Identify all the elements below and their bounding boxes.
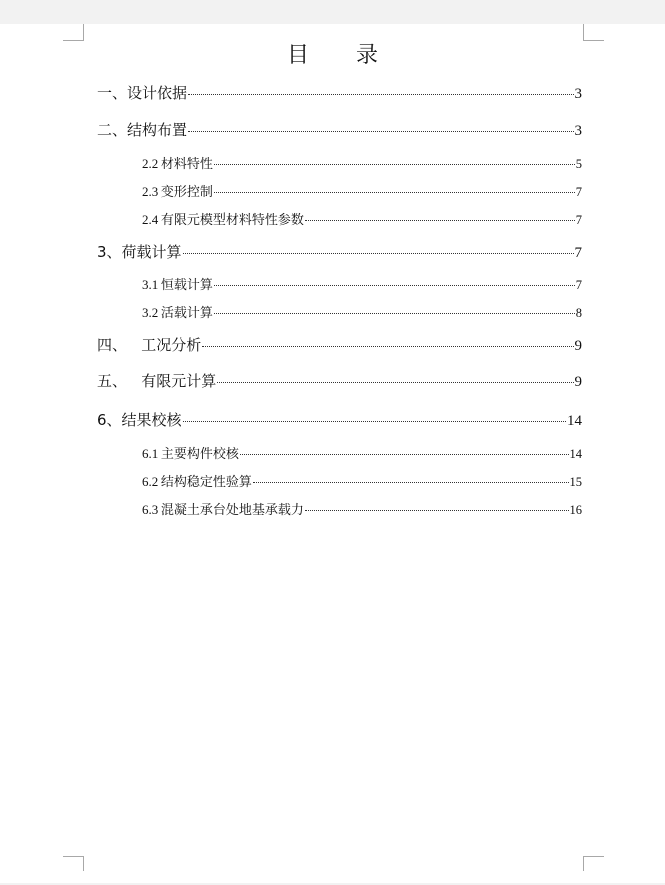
toc-entry[interactable] [97, 82, 582, 103]
toc-subentry[interactable] [142, 499, 582, 518]
toc-entry-label [142, 471, 252, 490]
toc-entry-label [142, 443, 239, 462]
toc-entry-label [142, 274, 213, 293]
toc-dot-leader [253, 482, 569, 483]
toc-page-number: 16 [569, 503, 582, 517]
toc-title: 目 录 [287, 43, 398, 68]
toc-section-number: 6.3 [142, 502, 159, 517]
toc-subentry[interactable] [142, 443, 582, 462]
toc-entry[interactable] [97, 409, 582, 430]
toc-dot-leader [183, 421, 566, 422]
toc-section-title: 有限元模型材料特性参数 [160, 213, 304, 228]
toc-page-number: 15 [569, 475, 582, 489]
toc-dot-leader [240, 454, 569, 455]
toc-entry-label [142, 181, 213, 200]
toc-page-number: 5 [575, 157, 582, 171]
toc-subentry[interactable] [142, 302, 582, 321]
toc-entry[interactable] [97, 370, 582, 391]
toc-page-number: 14 [569, 447, 582, 461]
toc-section-number: 6.1 [142, 446, 159, 461]
toc-dot-leader [214, 285, 575, 286]
toc-page-number: 9 [574, 374, 582, 390]
toc-entry-label: 五、 有限元计算 [97, 372, 217, 390]
toc-entry[interactable] [97, 334, 582, 355]
toc-section-number: 2.3 [142, 184, 159, 199]
toc-page-number: 9 [574, 338, 582, 354]
toc-page-number: 7 [575, 213, 582, 227]
toc-page-number: 7 [574, 245, 582, 261]
toc-section-title: 变形控制 [160, 185, 213, 200]
toc-section-title: 结构稳定性验算 [160, 475, 252, 490]
toc-section-title: 混凝土承台处地基承载力 [160, 503, 304, 518]
toc-entry-label: 6、结果校核 [97, 411, 182, 429]
toc-section-title: 材料特性 [160, 157, 213, 172]
toc-entry-label [142, 209, 304, 228]
toc-subentry[interactable] [142, 471, 582, 490]
margin-mark-bottom-right [583, 856, 604, 871]
toc-subentry[interactable] [142, 153, 582, 172]
toc-page-number: 7 [575, 185, 582, 199]
toc-dot-leader [214, 313, 575, 314]
toc-section-number: 2.2 [142, 156, 159, 171]
toc-dot-leader [214, 192, 575, 193]
toc-page-number: 8 [575, 306, 582, 320]
toc-entry[interactable] [97, 119, 582, 140]
toc-section-number: 6.2 [142, 474, 159, 489]
toc-entry-label: 二、结构布置 [97, 121, 188, 139]
margin-mark-bottom-left [63, 856, 84, 871]
toc-page-number: 3 [574, 123, 582, 139]
toc-entry-label [142, 499, 304, 518]
toc-section-title: 恒载计算 [160, 278, 213, 293]
toc-entry[interactable] [97, 241, 582, 262]
toc-section-number: 2.4 [142, 212, 159, 227]
toc-dot-leader [305, 510, 569, 511]
toc-entry-label [142, 302, 213, 321]
toc-subentry[interactable] [142, 274, 582, 293]
document-page [0, 24, 665, 883]
toc-page-number: 3 [574, 86, 582, 102]
toc-entry-label: 一、设计依据 [97, 84, 188, 102]
toc-section-title: 主要构件校核 [160, 447, 239, 462]
toc-subentry[interactable] [142, 209, 582, 228]
toc-subentry[interactable] [142, 181, 582, 200]
toc-page-number: 14 [567, 413, 582, 429]
toc-dot-leader [202, 346, 573, 347]
toc-section-title: 活载计算 [160, 306, 213, 321]
toc-dot-leader [188, 94, 573, 95]
toc-entry-label: 3、荷载计算 [97, 243, 182, 261]
toc-section-number: 3.2 [142, 305, 159, 320]
toc-dot-leader [183, 253, 574, 254]
toc-dot-leader [305, 220, 575, 221]
toc-dot-leader [214, 164, 575, 165]
toc-page-number: 7 [575, 278, 582, 292]
toc-entry-label [142, 153, 213, 172]
toc-dot-leader [217, 382, 573, 383]
toc-section-number: 3.1 [142, 277, 159, 292]
toc-entry-label: 四、 工况分析 [97, 336, 202, 354]
toc-dot-leader [188, 131, 573, 132]
